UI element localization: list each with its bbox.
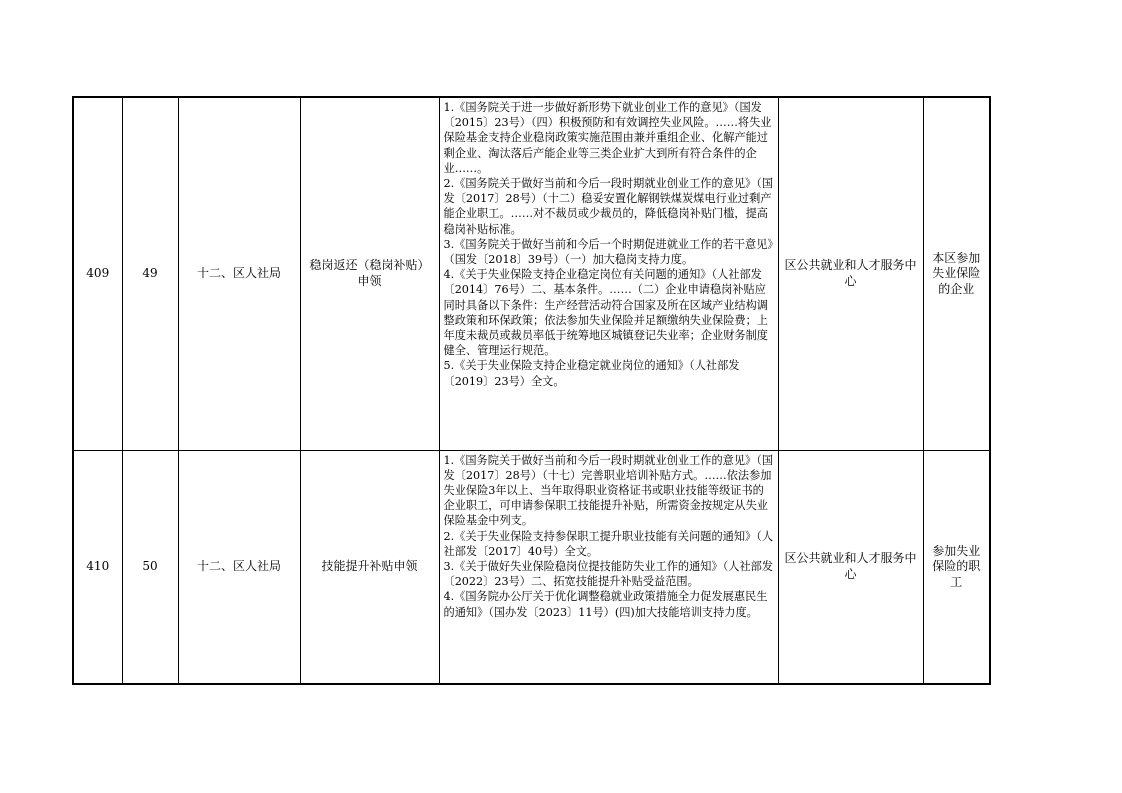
item-name-cell: 稳岗返还（稳岗补贴）申领 <box>300 97 439 450</box>
seq-cell: 410 <box>73 450 122 684</box>
table-row <box>73 450 990 684</box>
dept-cell: 十二、区人社局 <box>178 97 300 450</box>
basis-cell <box>439 450 778 684</box>
sub-seq-cell: 50 <box>122 450 178 684</box>
target-cell: 本区参加失业保险的企业 <box>923 97 990 450</box>
basis-item: 5.《关于失业保险支持企业稳定就业岗位的通知》（人社部发〔2019〕23号）全文。 <box>443 359 740 388</box>
agency-cell: 区公共就业和人才服务中心 <box>778 97 923 450</box>
agency-cell: 区公共就业和人才服务中心 <box>778 450 923 684</box>
sub-seq-cell: 49 <box>122 97 178 450</box>
basis-item: 2.《关于失业保险支持参保职工提升职业技能有关问题的通知》（人社部发〔2017〕40号）全文。 <box>443 529 774 558</box>
basis-item: 1.《国务院关于做好当前和今后一段时期就业创业工作的意见》（国发〔2017〕28号）（十七）完善职业培训补贴方式。……依法参加失业保险3年以上、当年取得职业资格证书或职业技能等级证书的企业职工，可申请参保职工技能提升补贴，所需资金按规定从失业保险基金中列支。 <box>443 453 774 528</box>
basis-item: 3.《国务院关于做好当前和今后一个时期促进就业工作的若干意见》（国发〔2018〕39号）（一）加大稳岗支持力度。 <box>443 237 774 267</box>
basis-item: 2.《国务院关于做好当前和今后一段时期就业创业工作的意见》（国发〔2017〕28号）（十二）稳妥安置化解钢铁煤炭煤电行业过剩产能企业职工。……对不裁员或少裁员的，降低稳岗补贴门槛，提高稳岗补贴标准。 <box>443 177 774 236</box>
basis-item: 4.《关于失业保险支持企业稳定岗位有关问题的通知》（人社部发〔2014〕76号）二、基本条件。……（二）企业申请稳岗补贴应同时具备以下条件：生产经营活动符合国家及所在区域产业结构调整政策和环保政策；依法参加失业保险并足额缴纳失业保险费；上年度未裁员或裁员率低于统筹地区城镇登记失业率；企业财务制度健全、管理运行规范。 <box>443 268 768 358</box>
seq-cell: 409 <box>73 97 122 450</box>
basis-cell <box>439 97 778 450</box>
policy-table <box>72 96 991 685</box>
basis-item: 1.《国务院关于进一步做好新形势下就业创业工作的意见》（国发〔2015〕23号）（四）积极预防和有效调控失业风险。……将失业保险基金支持企业稳岗政策实施范围由兼并重组企业、化解产能过剩企业、淘汰落后产能企业等三类企业扩大到所有符合条件的企业……。 <box>443 101 772 175</box>
basis-item: 4.《国务院办公厅关于优化调整稳就业政策措施全力促发展惠民生的通知》（国办发〔2023〕11号）(四)加大技能培训支持力度。 <box>443 590 768 619</box>
target-cell: 参加失业保险的职工 <box>923 450 990 684</box>
item-name-cell: 技能提升补贴申领 <box>300 450 439 684</box>
dept-cell: 十二、区人社局 <box>178 450 300 684</box>
table-row <box>73 97 990 450</box>
basis-item: 3.《关于做好失业保险稳岗位提技能防失业工作的通知》（人社部发〔2022〕23号）二、拓宽技能提升补贴受益范围。 <box>443 559 774 589</box>
